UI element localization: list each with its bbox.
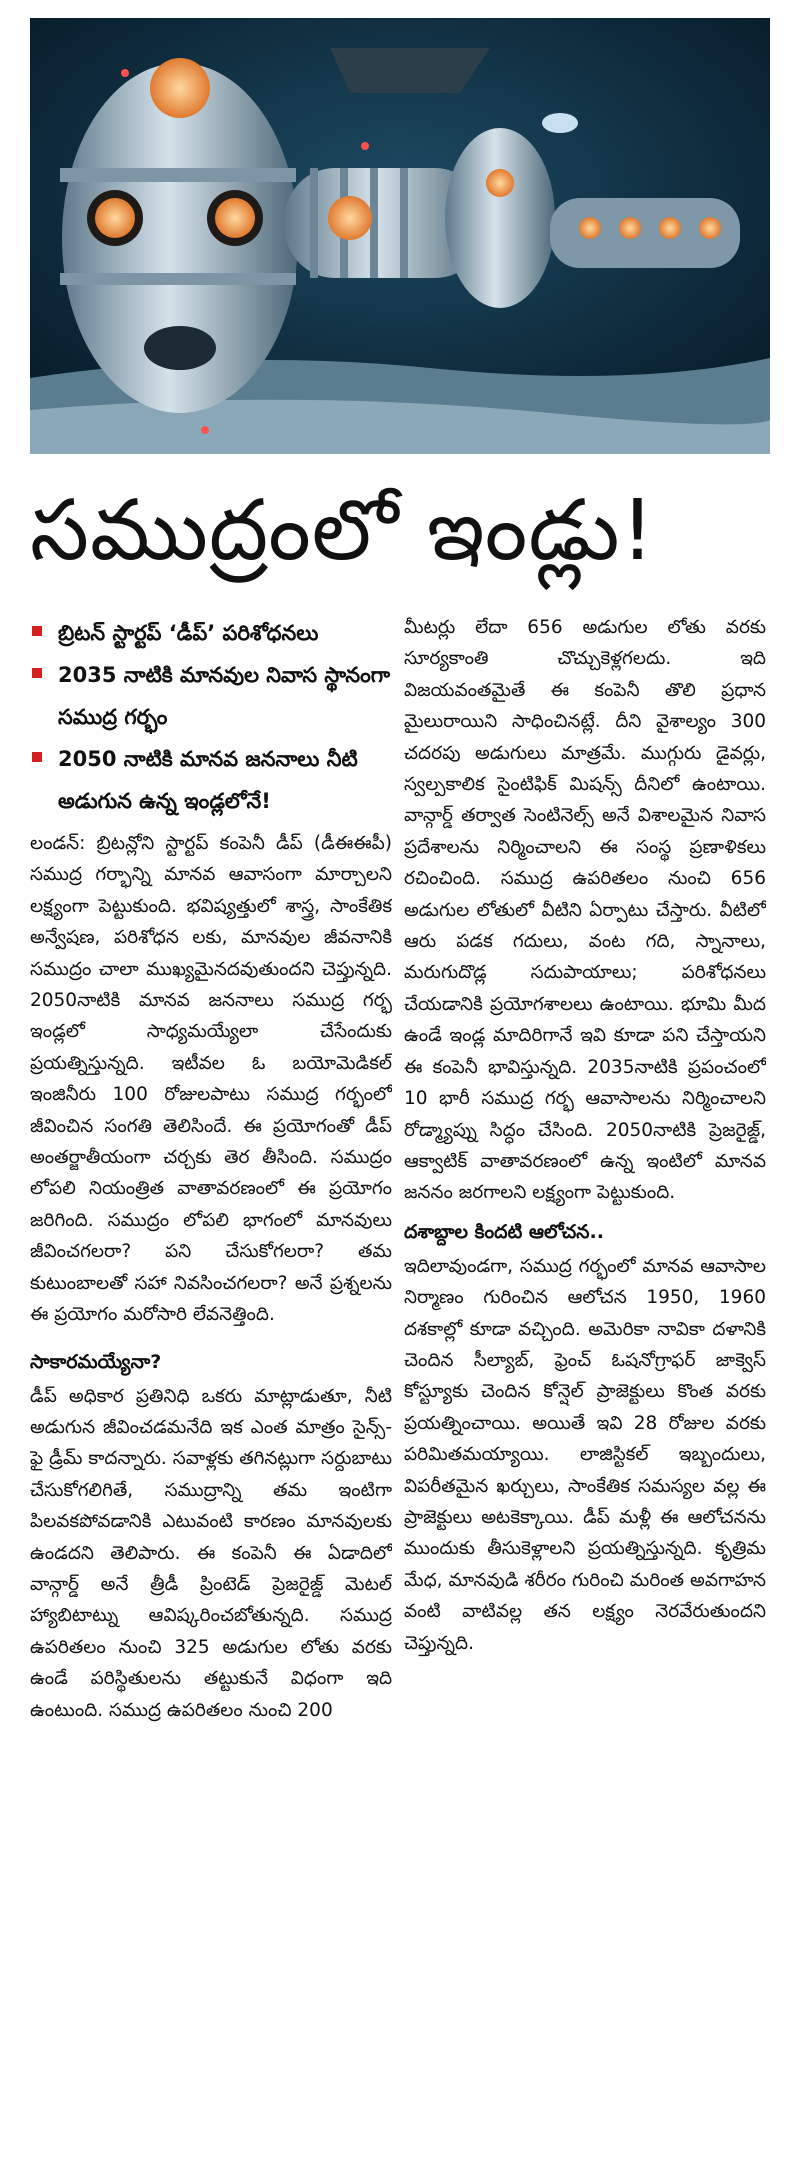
highlight-bullets xyxy=(30,612,392,822)
underwater-habitat-illustration xyxy=(30,18,770,454)
body-paragraph: ఇదిలావుండగా, సముద్ర గర్భంలో మానవ ఆవాసాల నిర్మాణం గురించిన ఆలోచన 1950, 1960 దశకాల్లో కూడా వచ్చింది. అమెరికా నావికా దళానికి చెందిన సీల్యాబ్, ఫ్రెంచ్ ఓషనోగ్రాఫర్ జాక్వెస్ కోస్ట్యూకు చెందిన కోన్షెల్ ప్రాజెక్టులు కొంత వరకు ప్రయత్నించాయి. అయితే ఇవి 28 రోజుల వరకు పరిమితమయ్యాయి. లాజిస్టికల్ ఇబ్బందులు, విపరీతమైన ఖర్చులు, సాంకేతిక సమస్యల వల్ల ఈ ప్రాజెక్టులు అటకెక్కాయి. డీప్ మళ్లీ ఈ ఆలోచనను ముందుకు తీసుకెళ్లాలని ప్రయత్నిస్తున్నది. కృత్రిమ మేధ, మానవుడి శరీరం గురించి మరింత అవగాహన వంటి వాటివల్ల తన లక్ష్యం నెరవేరుతుందని చెప్తున్నది. xyxy=(404,1255,766,1654)
body-paragraph: లండన్: బ్రిటన్లోని స్టార్టప్ కంపెనీ డీప్ (డీఈఈపీ) సముద్ర గర్భాన్ని మానవ ఆవాసంగా మార్చాలని లక్ష్యంగా పెట్టుకుంది. భవిష్యత్తులో శాస్త్ర, సాంకేతిక అన్వేషణ, పరిశోధన లకు, మానవుల జీవనానికి సముద్రం చాలా ముఖ్యమైనదవుతుందని చెప్తున్నది. 2050నాటికి మానవ జననాలు సముద్ర గర్భ ఇండ్లలో సాధ్యమయ్యేలా చేసేందుకు ప్రయత్నిస్తున్నది. ఇటీవల ఓ బయోమెడికల్ ఇంజినీరు 100 రోజులపాటు సముద్ర గర్భంలో జీవించిన సంగతి తెలిసిందే. ఈ ప్రయోగంతో డీప్ అంతర్జాతీయంగా చర్చకు తెర తీసింది. సముద్రం లోపలి నియంత్రిత వాతావరణంలో ఈ ప్రయోగం జరిగింది. సముద్రం లోపలి భాగంలో మానవులు జీవించగలరా? పని చేసుకోగలరా? తమ కుటుంబాలతో సహా నివసించగలరా? అనే ప్రశ్నలను ఈ ప్రయోగం మరోసారి లేవనెత్తింది. xyxy=(30,833,392,1326)
headline: సముద్రంలో ఇండ్లు! xyxy=(30,481,656,579)
bullet-item: 2050 నాటికి మానవ జననాలు నీటి అడుగున ఉన్న ఇండ్లలోనే! xyxy=(30,738,392,822)
body-paragraph: డీప్ అధికార ప్రతినిధి ఒకరు మాట్లాడుతూ, నీటి అడుగున జీవించడమనేది ఇక ఎంత మాత్రం సైన్స్-ఫై డ్రీమ్ కాదన్నారు. సవాళ్లకు తగినట్లుగా సర్దుబాటు చేసుకోగలిగితే, సముద్రాన్ని తమ ఇంటిగా పిలవకపోవడానికి ఎటువంటి కారణం మానవులకు ఉండదని తెలిపారు. ఈ కంపెనీ ఈ ఏడాదిలో వాన్గార్డ్ అనే త్రీడీ ప్రింటెడ్ ప్రెజరైజ్డ్ మెటల్ హ్యాబిటాట్ను ఆవిష్కరించబోతున్నది. సముద్ర ఉపరితలం నుంచి 325 అడుగుల లోతు వరకు ఉండే పరిస్థితులను తట్టుకునే విధంగా ఇది ఉంటుంది. సముద్ర ఉపరితలం నుంచి 200 xyxy=(30,1385,392,1721)
section-subheading: సాకారమయ్యేనా? xyxy=(30,1350,162,1373)
bullet-item: బ్రిటన్ స్టార్టప్ ‘డీప్’ పరిశోధనలు xyxy=(30,612,392,654)
red-square-bullet-icon xyxy=(32,626,42,636)
red-square-bullet-icon xyxy=(32,668,42,678)
left-column xyxy=(30,612,392,2172)
bullet-item: 2035 నాటికి మానవుల నివాస స్థానంగా సముద్ర గర్భం xyxy=(30,654,392,738)
right-column xyxy=(404,612,766,2172)
article-photo xyxy=(30,18,770,454)
body-paragraph: మీటర్లు లేదా 656 అడుగుల లోతు వరకు సూర్యకాంతి చొచ్చుకెళ్లగలదు. ఇది విజయవంతమైతే ఈ కంపెనీ తొలి ప్రధాన మైలురాయిని సాధించినట్లే. దీని వైశాల్యం 300 చదరపు అడుగులు మాత్రమే. ముగ్గురు డైవర్లు, స్వల్పకాలిక సైంటిఫిక్ మిషన్స్ దీనిలో ఉంటాయి. వాన్గార్డ్ తర్వాత సెంటినెల్స్ అనే విశాలమైన నివాస ప్రదేశాలను నిర్మించాలని ఈ సంస్థ ప్రణాళికలు రచించింది. సముద్ర ఉపరితలం నుంచి 656 అడుగుల లోతులో వీటిని ఏర్పాటు చేస్తారు. వీటిలో ఆరు పడక గదులు, వంట గది, స్నానాలు, మరుగుదొడ్ల సదుపాయాలు; పరిశోధనలు చేయడానికి ప్రయోగశాలలు ఉంటాయి. భూమి మీద ఉండే ఇండ్ల మాదిరిగానే ఇవి కూడా పని చేస్తాయని ఈ కంపెనీ భావిస్తున్నది. 2035నాటికి ప్రపంచంలో 10 భారీ సముద్ర గర్భ ఆవాసాలను నిర్మించాలని రోడ్మ్యాప్ను సిద్ధం చేసింది. 2050నాటికి ప్రెజరైజ్డ్, ఆక్వాటిక్ వాతావరణంలో ఉన్న ఇంటిలో మానవ జననం జరగాలని లక్ష్యంగా పెట్టుకుంది. xyxy=(404,617,766,1204)
section-subheading: దశాబ్దాల కిందటి ఆలోచన.. xyxy=(404,1220,604,1243)
red-square-bullet-icon xyxy=(32,752,42,762)
